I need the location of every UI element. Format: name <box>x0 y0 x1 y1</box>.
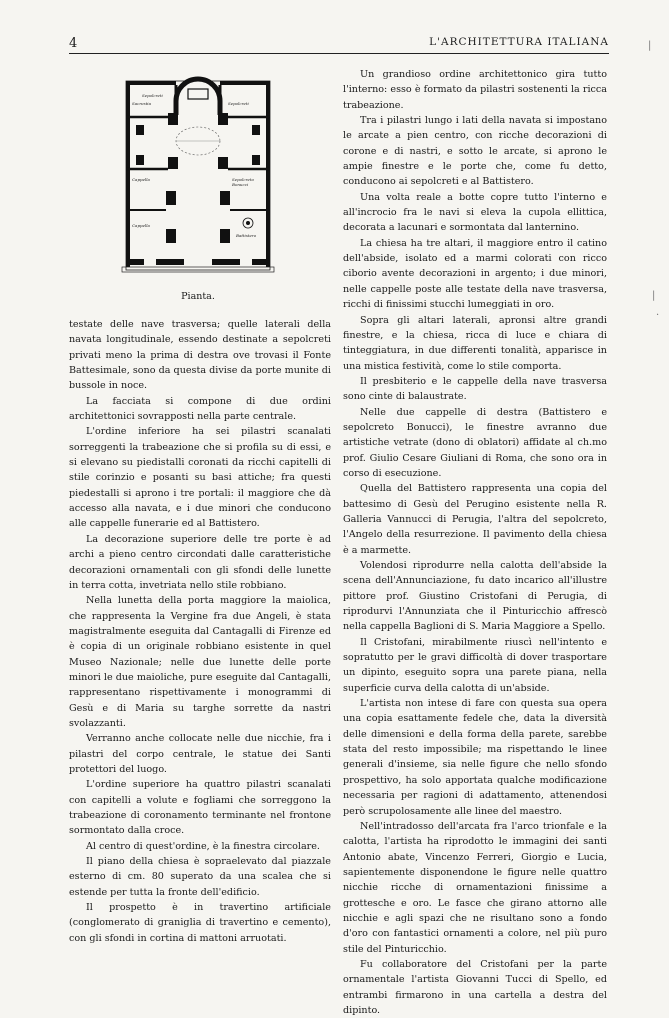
label-mid-left: Cappella <box>132 177 150 182</box>
paragraph: La decorazione superiore delle tre porte è ad archi a pieno centro circondati dalle caratteristiche decorazioni ornamentali con gli sfondi delle lunette in terra cotta, invetriata nello stile robbiano. <box>69 533 331 591</box>
paragraph: L'ordine superiore ha quattro pilastri scanalati con capitelli a volute e fogliami che sorreggono la trabeazione di coronamento terminante nel frontone sormontato dalla croce. <box>69 779 331 837</box>
paragraph: Una volta reale a botte copre tutto l'interno e all'incrocio fra le navi si eleva la cupola ellittica, decorata a lacunari e sormontata dal lanternino. <box>343 191 607 234</box>
scan-mark: · <box>656 310 660 321</box>
label-top-right: Sepolcreti <box>228 101 249 106</box>
paragraph: Nella lunetta della porta maggiore la maiolica, che rappresenta la Vergine fra due Angeli, è stata magistralmente eseguita dal Cantagalli di Firenze ed è copia di un originale robbiano esistente in quel Museo Nazionale; nelle due lunette delle porte minori le due maioliche, pure eseguite dal Cantagalli, rappresentano rispettivamente i monogrammi di Gesù e di Maria su targhe sorrette da nastri svolazzanti. <box>69 595 331 729</box>
left-column <box>69 317 331 946</box>
paragraph: Verranno anche collocate nelle due nicchie, fra i pilastri del corpo centrale, le statue dei Santi protettori del luogo. <box>69 733 331 775</box>
page-number: 4 <box>69 36 78 51</box>
paragraph: Un grandioso ordine architettonico gira tutto l'interno: esso è formato da pilastri sostenenti la ricca trabeazione. <box>343 69 607 111</box>
scan-mark: | <box>648 40 652 51</box>
label-bottom-left: Cappella <box>132 223 150 228</box>
paragraph: Nell'intradosso dell'arcata fra l'arco trionfale e la calotta, l'artista ha riprodotto le immagini dei santi Antonio abate, Vincenzo Ferreri, Giorgio e Lucia, sapientemente disponendone le figure nelle quattro nicchie ricche di ornamentazioni finissime a grottesche e oro. Le fasce che girano attorno alle nicchie e agli spazi che ne risultano sono a fondo d'oro con fantastici ornamenti a colore, nel più puro stile del Pinturicchio. <box>343 820 607 955</box>
paragraph: L'artista non intese di fare con questa sua opera una copia esattamente fedele che, data la diversità delle dimensioni e della forma della parete, sarebbe stata del resto impossibile; ma rispettando le linee generali d'insieme, sia nelle figure che nello sfondo prospettivo, ha solo apportata qualche modificazione necessaria per ragioni di adattamento, attenendosi però scrupolosamente alle linee del maestro. <box>343 698 607 817</box>
paragraph: Fu collaboratore del Cristofani per la parte ornamentale l'artista Giovanni Tucci di Spello, ed entrambi firmarono in una cartella a destra del dipinto. <box>343 958 607 1016</box>
paragraph: Sopra gli altari laterali, apronsi altre grandi finestre, e la chiesa, ricca di luce e chiara di tinteggiatura, in due differenti tonalità, apparisce in una mistica festività, come lo stile comporta. <box>343 314 607 372</box>
paragraph: testate delle nave trasversa; quelle laterali della navata longitudinale, essendo destinate a sepolcreti privati meno la prima di destra ove trovasi il Fonte Battesimale, sono da questa divise da porte munite di bussole in noce. <box>69 319 331 392</box>
figure-caption: Pianta. <box>181 291 215 302</box>
floor-plan-figure <box>118 73 278 278</box>
paragraph: Tra i pilastri lungo i lati della navata si impostano le arcate a pien centro, con ricche decorazioni di corone e di nastri, e sotto le arcate, si aprono le ampie finestre e le porte che, come fu detto, conducono ai sepolcreti e al Battistero. <box>343 115 607 188</box>
paragraph: Quella del Battistero rappresenta una copia del battesimo di Gesù del Perugino esistente nella R. Galleria Vannucci di Perugia, l'altra del sepolcreto, l'Angelo della resurrezione. Il pavimento della chiesa è a marmette. <box>343 483 607 556</box>
scan-mark: | <box>652 290 656 301</box>
running-title: L'ARCHITETTURA ITALIANA <box>429 36 609 48</box>
header-rule <box>69 53 609 54</box>
label-sacristy: Sacrestia <box>132 101 151 106</box>
label-baptistery: Battistero <box>236 233 257 238</box>
paragraph: Il prospetto è in travertino artificiale (conglomerato di graniglia di travertino e cemento), con gli sfondi in cortina di mattoni arruotati. <box>69 902 331 944</box>
paragraph: Il presbiterio e le cappelle della nave trasversa sono cinte di balaustrate. <box>343 375 607 403</box>
paragraph: Il Cristofani, mirabilmente riuscì nell'intento e sopratutto per le gravi difficoltà di dover trasportare un dipinto, eseguito sopra una parete piana, nella superficie curva della calotta di un'abside. <box>343 636 607 694</box>
paragraph: L'ordine inferiore ha sei pilastri scanalati sorreggenti la trabeazione che si profila su di essi, e si elevano su piedistalli coronati da ricchi capitelli di stile corinzio e posanti su basi attiche; fra questi piedestalli si aprono i tre portali: il maggiore che dà accesso alla navata, e i due minori che conducono alle cappelle funerarie ed al Battistero. <box>69 426 331 530</box>
paragraph: Il piano della chiesa è sopraelevato dal piazzale esterno di cm. 80 superato da una scalea che si estende per tutta la fronte dell'edificio. <box>69 856 331 898</box>
paragraph: La facciata si compone di due ordini architettonici sovrapposti nella parte centrale. <box>69 395 331 423</box>
paragraph: Al centro di quest'ordine, è la finestra circolare. <box>86 840 320 852</box>
label-top-left: Sepolcreti <box>142 93 163 98</box>
paragraph: Volendosi riprodurre nella calotta dell'abside la scena dell'Annunciazione, fu dato incarico all'illustre pittore prof. Giustino Cristofani di Perugia, di riprodurvi l'Annunziata che il Pinturicchio affrescò nella cappella Baglioni di S. Maria Maggiore a Spello. <box>343 560 607 633</box>
right-column <box>343 67 607 1018</box>
paragraph: La chiesa ha tre altari, il maggiore entro il catino dell'abside, isolato ed a marmi colorati con ricco ciborio avente decorazioni in argento; i due minori, nelle cappelle poste alle testate della nave trasversa, ricchi di finissimi stucchi lumeggiati in oro. <box>343 237 607 311</box>
paragraph: Nelle due cappelle di destra (Battistero e sepolcreto Bonucci), le finestre avranno due artistiche vetrate (dono di oblatori) affidate al ch.mo prof. Giulio Cesare Giuliani di Roma, che sono ora in corso di esecuzione. <box>343 406 607 479</box>
label-mid-right: Sepolcreto Bonucci <box>232 177 254 187</box>
